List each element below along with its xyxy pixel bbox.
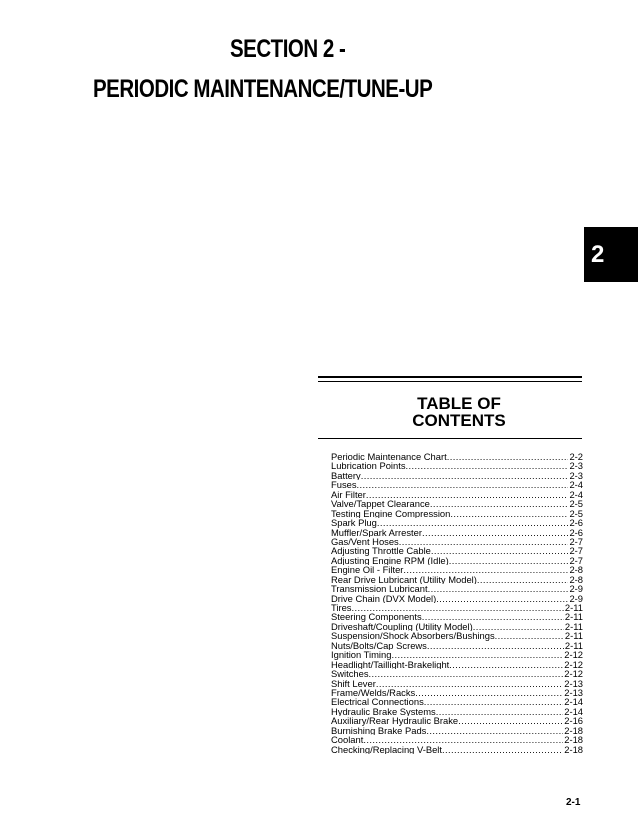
toc-heading-divider xyxy=(318,438,582,439)
toc-entry-page: 2-2 xyxy=(569,452,583,462)
toc-entry-label: Hydraulic Brake Systems xyxy=(331,706,436,717)
toc-entry-page: 2-11 xyxy=(564,603,583,613)
toc-leader-dots xyxy=(391,650,563,659)
toc-entry[interactable] xyxy=(331,594,583,603)
toc-entry-page: 2-3 xyxy=(569,461,583,471)
toc-entry-page: 2-4 xyxy=(569,489,583,500)
toc-entry-label: Switches xyxy=(331,669,369,679)
toc-leader-dots xyxy=(424,697,563,706)
toc-entry-page: 2-14 xyxy=(564,706,583,717)
toc-leader-dots xyxy=(422,528,568,537)
toc-entry-label: Adjusting Throttle Cable xyxy=(331,546,431,556)
toc-leader-dots xyxy=(428,584,569,593)
toc-entry-label: Fuses xyxy=(331,480,357,490)
toc-leader-dots xyxy=(351,603,563,612)
toc-entry[interactable] xyxy=(331,490,583,499)
toc-leader-dots xyxy=(430,499,569,508)
toc-entry-page: 2-7 xyxy=(569,555,583,566)
toc-entry-label: Tires xyxy=(331,603,352,613)
toc-leader-dots xyxy=(436,707,564,716)
toc-entry[interactable] xyxy=(331,612,583,621)
toc-leader-dots xyxy=(415,688,563,697)
toc-entry-page: 2-4 xyxy=(569,480,583,490)
toc-entry-label: Suspension/Shock Absorbers/Bushings xyxy=(331,631,495,641)
toc-entry[interactable] xyxy=(331,603,583,612)
toc-entry-page: 2-11 xyxy=(564,631,583,641)
toc-leader-dots xyxy=(449,556,569,565)
section-title-line-1: SECTION 2 - xyxy=(230,35,346,63)
toc-entry-label: Testing Engine Compression xyxy=(331,508,451,519)
toc-entry[interactable] xyxy=(331,688,583,697)
toc-entry-page: 2-13 xyxy=(564,687,583,698)
toc-entry-label: Valve/Tappet Clearance xyxy=(331,499,430,509)
toc-entry-page: 2-5 xyxy=(569,508,583,519)
toc-entry-label: Burnishing Brake Pads xyxy=(331,725,427,736)
toc-entry[interactable] xyxy=(331,707,583,716)
toc-leader-dots xyxy=(450,509,568,518)
toc-top-rule-thick xyxy=(318,376,582,378)
toc-entry-page: 2-14 xyxy=(564,697,583,707)
toc-entry-page: 2-12 xyxy=(564,669,583,679)
toc-leader-dots xyxy=(361,471,569,480)
toc-entry[interactable] xyxy=(331,716,583,725)
toc-leader-dots xyxy=(431,546,569,555)
toc-entry-page: 2-11 xyxy=(564,621,583,632)
toc-top-rule-thin xyxy=(318,381,582,382)
toc-leader-dots xyxy=(447,452,569,461)
toc-entry-page: 2-7 xyxy=(569,546,583,556)
toc-entry[interactable] xyxy=(331,452,583,461)
toc-entry-label: Checking/Replacing V-Belt xyxy=(331,744,442,754)
toc-entry[interactable] xyxy=(331,697,583,706)
toc-list xyxy=(331,452,583,754)
toc-entry-label: Nuts/Bolts/Cap Screws xyxy=(331,640,427,651)
toc-entry-page: 2-18 xyxy=(564,725,583,736)
toc-entry[interactable] xyxy=(331,471,583,480)
toc-entry[interactable] xyxy=(331,537,583,546)
toc-leader-dots xyxy=(376,679,563,688)
toc-entry-label: Shift Lever xyxy=(331,678,376,688)
toc-entry-page: 2-6 xyxy=(569,527,583,537)
toc-entry-page: 2-11 xyxy=(564,612,583,622)
toc-entry-label: Engine Oil - Filter xyxy=(331,565,404,575)
toc-entry-page: 2-9 xyxy=(569,593,583,603)
toc-entry-page: 2-3 xyxy=(569,470,583,481)
toc-entry[interactable] xyxy=(331,660,583,669)
toc-leader-dots xyxy=(422,612,564,621)
toc-heading-line-1: TABLE OF xyxy=(417,394,501,413)
toc-entry-page: 2-18 xyxy=(564,735,583,745)
toc-entry-label: Ignition Timing xyxy=(331,650,392,660)
toc-entry-page: 2-7 xyxy=(569,536,583,547)
toc-leader-dots xyxy=(363,735,563,744)
toc-entry-page: 2-11 xyxy=(564,640,583,651)
toc-entry-label: Headlight/Taillight-Brakelight xyxy=(331,659,450,670)
toc-entry-label: Spark Plug xyxy=(331,518,377,528)
toc-entry[interactable] xyxy=(331,631,583,640)
toc-entry-page: 2-8 xyxy=(569,565,583,575)
toc-entry-label: Auxiliary/Rear Hydraulic Brake xyxy=(331,716,459,726)
toc-entry-label: Transmission Lubricant xyxy=(331,584,428,594)
toc-leader-dots xyxy=(427,641,564,650)
toc-entry[interactable] xyxy=(331,735,583,744)
toc-entry-label: Coolant xyxy=(331,735,364,745)
toc-leader-dots xyxy=(406,461,569,470)
toc-entry-label: Electrical Connections xyxy=(331,697,424,707)
toc-leader-dots xyxy=(495,631,564,640)
toc-entry-label: Adjusting Engine RPM (Idle) xyxy=(331,555,449,566)
toc-leader-dots xyxy=(442,745,563,754)
toc-entry[interactable] xyxy=(331,461,583,470)
section-title-line-2: PERIODIC MAINTENANCE/TUNE-UP xyxy=(93,75,433,103)
toc-entry-label: Lubrication Points xyxy=(331,461,406,471)
toc-entry[interactable] xyxy=(331,528,583,537)
toc-leader-dots xyxy=(436,594,568,603)
toc-entry[interactable] xyxy=(331,556,583,565)
toc-entry-label: Drive Chain (DVX Model) xyxy=(331,593,437,603)
toc-leader-dots xyxy=(477,575,569,584)
toc-entry[interactable] xyxy=(331,622,583,631)
toc-leader-dots xyxy=(473,622,564,631)
toc-entry[interactable] xyxy=(331,679,583,688)
toc-entry-label: Driveshaft/Coupling (Utility Model) xyxy=(331,621,473,632)
toc-entry[interactable] xyxy=(331,480,583,489)
toc-heading xyxy=(318,395,600,429)
toc-leader-dots xyxy=(357,480,569,489)
toc-entry[interactable] xyxy=(331,584,583,593)
toc-entry[interactable] xyxy=(331,669,583,678)
toc-entry[interactable] xyxy=(331,518,583,527)
toc-entry-page: 2-8 xyxy=(569,574,583,585)
toc-entry[interactable] xyxy=(331,509,583,518)
toc-entry[interactable] xyxy=(331,650,583,659)
toc-entry-label: Air Filter xyxy=(331,489,366,500)
toc-entry[interactable] xyxy=(331,546,583,555)
toc-entry-page: 2-16 xyxy=(564,716,583,726)
toc-entry[interactable] xyxy=(331,565,583,574)
toc-entry-label: Periodic Maintenance Chart xyxy=(331,452,447,462)
toc-entry-label: Battery xyxy=(331,470,361,481)
toc-entry-page: 2-12 xyxy=(564,650,583,660)
toc-leader-dots xyxy=(403,565,568,574)
toc-leader-dots xyxy=(366,490,569,499)
toc-leader-dots xyxy=(449,660,563,669)
toc-entry-label: Steering Components xyxy=(331,612,422,622)
toc-leader-dots xyxy=(426,726,563,735)
toc-entry[interactable] xyxy=(331,745,583,754)
toc-entry-page: 2-9 xyxy=(569,584,583,594)
toc-entry-label: Rear Drive Lubricant (Utility Model) xyxy=(331,574,477,585)
toc-entry[interactable] xyxy=(331,641,583,650)
toc-entry[interactable] xyxy=(331,575,583,584)
toc-entry-page: 2-5 xyxy=(569,499,583,509)
toc-entry-label: Frame/Welds/Racks xyxy=(331,687,416,698)
toc-leader-dots xyxy=(369,669,564,678)
toc-heading-line-2: CONTENTS xyxy=(412,411,506,430)
toc-leader-dots xyxy=(399,537,569,546)
toc-entry-label: Muffler/Spark Arrester xyxy=(331,527,423,537)
toc-entry[interactable] xyxy=(331,499,583,508)
toc-entry-page: 2-18 xyxy=(564,744,583,754)
toc-entry-page: 2-12 xyxy=(564,659,583,670)
toc-entry[interactable] xyxy=(331,726,583,735)
toc-leader-dots xyxy=(377,518,569,527)
page-number: 2-1 xyxy=(566,797,581,808)
section-tab: 2 xyxy=(584,227,638,282)
toc-entry-page: 2-13 xyxy=(564,678,583,688)
toc-entry-page: 2-6 xyxy=(569,518,583,528)
toc-entry-label: Gas/Vent Hoses xyxy=(331,536,399,547)
toc-leader-dots xyxy=(458,716,563,725)
